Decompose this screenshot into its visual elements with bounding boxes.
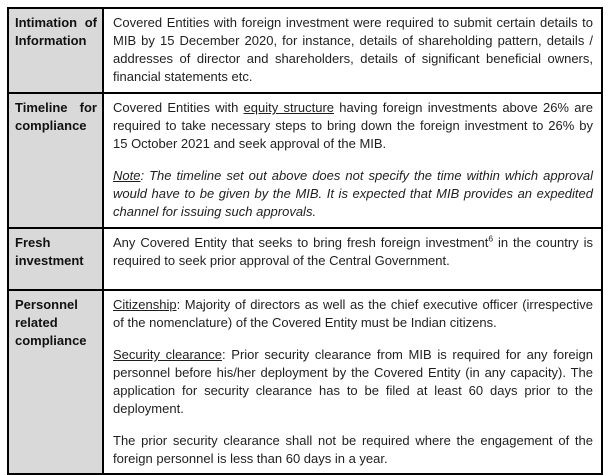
note-label: Note <box>113 168 141 183</box>
table-row-timeline <box>8 93 602 228</box>
row-label-intimation <box>8 8 103 93</box>
security-clearance-paragraph <box>113 346 593 418</box>
table-row-personnel <box>8 290 602 474</box>
text-segment: Covered Entities with <box>113 100 244 115</box>
note-paragraph <box>113 167 593 221</box>
paragraph <box>113 99 593 153</box>
text-segment: The prior security clearance shall not be required where the engagement of the foreign personnel is less than 60 days in a year. <box>113 433 593 466</box>
row-label-text: Intimation of Information <box>15 15 97 48</box>
text-segment: : Prior security clearance from MIB is required for any foreign personnel before his/her deployment by the Covered Entity (in any capacity). The application for security clearance has to be filed at least 60 days prior to the deployment. <box>113 347 593 416</box>
exception-paragraph <box>113 432 593 468</box>
text-segment: : Majority of directors as well as the chief executive officer (irrespective of the nomenclature) of the Covered Entity must be Indian citizens. <box>113 297 593 330</box>
table-row-intimation <box>8 8 602 93</box>
table-row-fresh-investment <box>8 228 602 290</box>
row-label-fresh-investment <box>8 228 103 290</box>
row-content-personnel <box>103 290 602 474</box>
underlined-text-segment: equity structure <box>243 100 335 115</box>
paragraph <box>113 14 593 86</box>
text-segment: Covered Entities with foreign investment were required to submit certain details to MIB by 15 December 2020, for instance, details of shareholding pattern, details / addresses of director and shareholders, details of significant beneficial owners, financial statements etc. <box>113 15 593 84</box>
paragraph-heading: Citizenship <box>113 297 177 312</box>
row-label-text: Personnel related compliance <box>15 297 87 348</box>
compliance-table <box>7 7 603 475</box>
row-label-personnel <box>8 290 103 474</box>
paragraph-heading: Security clearance <box>113 347 222 362</box>
row-label-timeline <box>8 93 103 228</box>
text-segment: Any Covered Entity that seeks to bring fresh foreign investment <box>113 235 489 250</box>
text-segment: in the country is required to seek prior approval of the Central Government. <box>113 235 593 268</box>
row-content-timeline <box>103 93 602 228</box>
row-label-text: Fresh investment <box>15 235 84 268</box>
row-label-text: Timeline for compliance <box>15 100 97 133</box>
citizenship-paragraph <box>113 296 593 332</box>
row-content-intimation <box>103 8 602 93</box>
footnote-marker: 6 <box>488 233 494 244</box>
text-segment: having foreign investments above 26% are required to take necessary steps to bring down the foreign investment to 26% by 15 October 2021 and seek approval of the MIB. <box>113 100 593 151</box>
paragraph <box>113 234 593 270</box>
row-content-fresh-investment <box>103 228 602 290</box>
text-segment: : The timeline set out above does not specify the time within which approval would have to be given by the MIB. It is expected that MIB provides an expedited channel for issuing such approvals. <box>113 168 593 219</box>
